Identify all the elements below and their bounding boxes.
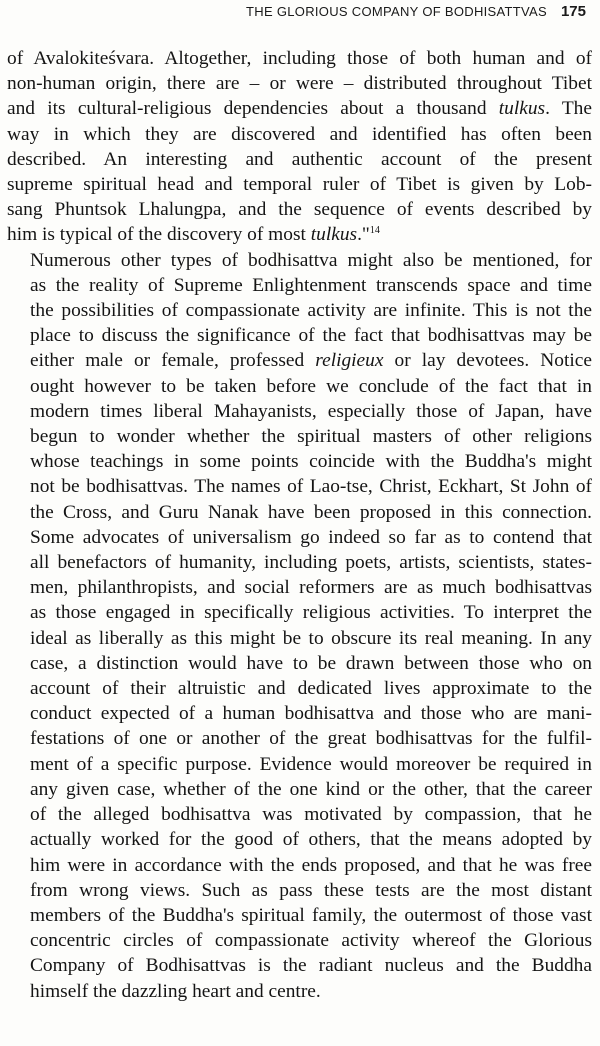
page-header [246, 3, 586, 25]
text-line: and its cultural-religious dependencies about a thousand tulkus. The [7, 98, 592, 120]
text-line: Some advocates of universalism go indeed so far as to contend that [30, 526, 592, 548]
text-line: begun to wonder whether the spiritual masters of other religions [30, 426, 592, 448]
text-line: actually worked for the good of others, that the means adopted by [30, 829, 592, 851]
text-line: ought however to be taken before we conclude of the fact that in [30, 375, 592, 397]
page-number: 175 [560, 3, 586, 20]
text-line: account of their altruistic and dedicated lives approximate to the [30, 678, 592, 700]
paragraph [7, 248, 592, 1004]
running-title: THE GLORIOUS COMPANY OF BODHISATTVAS [246, 4, 547, 19]
paragraph [7, 46, 592, 248]
text-line: Numerous other types of bodhisattva might also be mentioned, for [30, 249, 592, 271]
text-line: case, a distinction would have to be drawn between those who on [30, 652, 592, 674]
text-line: any given case, whether of the one kind or the other, that the career [30, 778, 592, 800]
text-line: men, philanthropists, and social reformers are as much bodhisattvas [30, 577, 592, 599]
body-text [7, 46, 592, 1004]
text-line: Company of Bodhisattvas is the radiant nucleus and the Buddha [30, 955, 592, 977]
text-line: supreme spiritual head and temporal ruler of Tibet is given by Lob- [7, 174, 592, 196]
text-line: him were in accordance with the ends proposed, and that he was free [30, 854, 592, 876]
text-line: members of the Buddha's spiritual family, the outermost of those vast [30, 904, 592, 926]
text-line: described. An interesting and authentic account of the present [7, 148, 592, 170]
text-line: himself the dazzling heart and centre. [30, 980, 321, 1002]
text-line: place to discuss the significance of the fact that bodhisattvas may be [30, 325, 592, 347]
text-line: of the alleged bodhisattva was motivated by compassion, that he [30, 804, 592, 826]
text-line: as the reality of Supreme Enlightenment transcends space and time [30, 274, 592, 296]
text-line: conduct expected of a human bodhisattva and those who are mani- [30, 703, 592, 725]
text-line: ideal as liberally as this might be to obscure its real meaning. In any [30, 627, 592, 649]
text-line: sang Phuntsok Lhalungpa, and the sequence of events described by [7, 199, 592, 221]
text-line: all benefactors of humanity, including poets, artists, scientists, states- [30, 552, 592, 574]
text-line: ment of a specific purpose. Evidence would moreover be required in [30, 753, 592, 775]
text-line: festations of one or another of the great bodhisattvas for the fulfil- [30, 728, 592, 750]
text-line: way in which they are discovered and identified has often been [7, 123, 592, 145]
text-line: of Avalokiteśvara. Altogether, including those of both human and of [7, 48, 592, 69]
text-line: modern times liberal Mahayanists, especially those of Japan, have [30, 400, 592, 422]
text-line: non-human origin, there are – or were – distributed throughout Tibet [7, 73, 592, 95]
text-line: not be bodhisattvas. The names of Lao-tse, Christ, Eckhart, St John of [30, 476, 592, 498]
text-line: from wrong views. Such as pass these tests are the most distant [30, 879, 592, 901]
text-line: concentric circles of compassionate activity whereof the Glorious [30, 930, 592, 952]
text-line: whose teachings in some points coincide with the Buddha's might [30, 451, 592, 473]
text-line: as those engaged in specifically religious activities. To interpret the [30, 602, 592, 624]
text-line: him is typical of the discovery of most tulkus."$^{14}$ [7, 224, 380, 246]
text-line: the possibilities of compassionate activity are infinite. This is not the [30, 300, 592, 322]
text-line: either male or female, professed religieux or lay devotees. Notice [30, 350, 592, 372]
text-line: the Cross, and Guru Nanak have been proposed in this connection. [30, 501, 592, 523]
